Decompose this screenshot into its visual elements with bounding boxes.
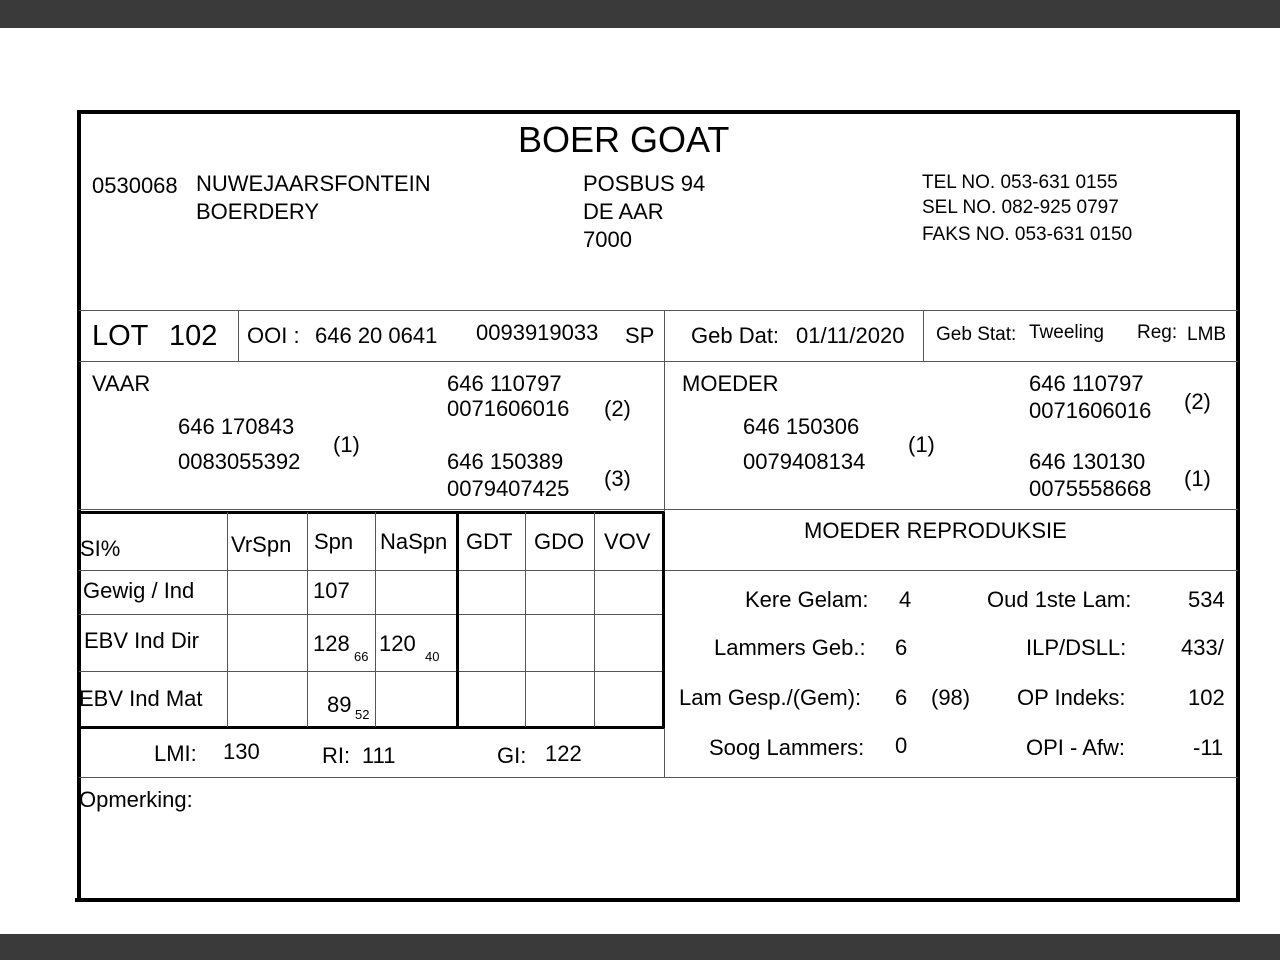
lmi-label: LMI: [154,741,197,766]
ebv-mat-spn-accuracy: 52 [355,707,370,722]
moeder-gs-line2: 0071606016 [1029,398,1152,423]
vaar-gs-line2: 0071606016 [447,396,570,421]
gesp-label: Lam Gesp./(Gem): [679,685,862,710]
ebv-mat-spn-value: 89 [327,692,352,717]
sel-number: SEL NO. 082-925 0797 [922,197,1119,218]
gewig-spn-value: 107 [313,578,350,603]
divider [456,512,459,727]
geb-dat-value: 01/11/2020 [796,323,905,348]
moeder-dam-line2: 0079408134 [743,449,866,474]
breeder-name-line1: NUWEJAARSFONTEIN [196,171,431,196]
table-header: NaSpn [380,529,448,554]
ebv-dir-naspn-accuracy: 40 [425,649,440,664]
card-border-top [77,110,1240,114]
geb-dat-label: Geb Dat: [691,323,780,348]
animal-id-number: 0093919033 [476,320,599,345]
sp-code: SP [625,323,655,348]
divider [525,512,526,727]
breeder-code: 0530068 [92,173,178,198]
opi-label: OPI - Afw: [1026,735,1126,760]
faks-number: FAKS NO. 053-631 0150 [922,224,1133,245]
lot-label: LOT [92,320,149,352]
vaar-sire-line1: 646 170843 [178,414,295,439]
geb-stat-value: Tweeling [1029,322,1104,343]
divider [79,361,1238,362]
row-label: EBV Ind Dir [84,628,199,653]
kere-value: 4 [899,587,912,612]
moeder-gd-line1: 646 130130 [1029,449,1146,474]
breeder-name-line2: BOERDERY [196,199,320,224]
divider [79,509,1238,510]
moeder-dam-line1: 646 150306 [743,414,860,439]
lammers-value: 6 [895,635,908,660]
ooi-label: OOI : [247,323,300,348]
vaar-sire-line2: 0083055392 [178,449,301,474]
divider [307,512,308,727]
gesp-value: 6 [895,685,908,710]
table-header: GDO [534,529,585,554]
divider [79,310,1238,311]
divider [79,777,1238,778]
reg-value: LMB [1187,324,1227,345]
ooi-number: 646 20 0641 [315,323,438,348]
ri-value: 111 [362,743,396,768]
card-border-left [77,110,81,902]
bottom-bar [0,934,1280,960]
moeder-gd-mark: (1) [1184,466,1211,491]
moeder-gs-mark: (2) [1184,389,1211,414]
row-label: Gewig / Ind [83,578,195,603]
ebv-dir-spn-accuracy: 66 [354,649,369,664]
divider [662,512,665,728]
geb-stat-label: Geb Stat: [936,324,1017,345]
op-label: OP Indeks: [1017,685,1126,710]
divider [227,512,228,727]
op-value: 102 [1188,685,1225,710]
table-header: VrSpn [231,532,292,557]
lot-number: 102 [169,320,218,352]
vaar-gd-line2: 0079407425 [447,476,570,501]
lammers-label: Lammers Geb.: [714,635,866,660]
ebv-dir-spn-value: 128 [313,631,350,656]
gi-label: GI: [497,743,527,768]
vaar-gs-mark: (2) [604,396,631,421]
divider [79,614,664,615]
vaar-sire-mark: (1) [333,432,360,457]
ilp-label: ILP/DSLL: [1026,635,1127,660]
tel-number: TEL NO. 053-631 0155 [922,172,1118,193]
card-border-bottom [75,898,1240,902]
vaar-gd-line1: 646 150389 [447,449,564,474]
table-header: SI% [80,536,121,561]
reg-label: Reg: [1137,322,1178,343]
kere-label: Kere Gelam: [745,587,869,612]
oud-label: Oud 1ste Lam: [987,587,1132,612]
address-line2: DE AAR [583,199,664,224]
table-header: Spn [314,529,354,554]
soog-value: 0 [895,733,908,758]
reproduction-title: MOEDER REPRODUKSIE [804,518,1067,543]
vaar-gs-line1: 646 110797 [447,371,562,396]
gi-value: 122 [545,741,582,766]
ebv-dir-naspn-value: 120 [379,631,416,656]
divider [664,570,1238,571]
divider [923,311,924,361]
divider [594,512,595,727]
ilp-value: 433/ [1181,635,1224,660]
lmi-value: 130 [223,739,260,764]
moeder-gs-line1: 646 110797 [1029,371,1144,396]
divider [79,726,664,729]
row-label: EBV Ind Mat [79,686,203,711]
moeder-dam-mark: (1) [908,432,935,457]
table-header: GDT [466,529,513,554]
divider [375,512,376,727]
oud-value: 534 [1188,587,1225,612]
ri-label: RI: [322,743,351,768]
address-line3: 7000 [583,227,632,252]
divider [79,511,664,514]
gem-value: (98) [931,685,971,710]
divider [238,311,239,361]
card-title: BOER GOAT [518,119,730,160]
opi-value: -11 [1193,735,1224,760]
top-bar [0,0,1280,28]
divider [79,570,664,571]
table-header: VOV [604,529,651,554]
soog-label: Soog Lammers: [709,735,865,760]
divider [79,671,664,672]
remarks-label: Opmerking: [79,787,193,812]
address-line1: POSBUS 94 [583,171,706,196]
moeder-gd-line2: 0075558668 [1029,476,1152,501]
card-border-right [1236,110,1240,902]
moeder-label: MOEDER [682,371,779,396]
vaar-gd-mark: (3) [604,466,631,491]
vaar-label: VAAR [92,371,151,396]
